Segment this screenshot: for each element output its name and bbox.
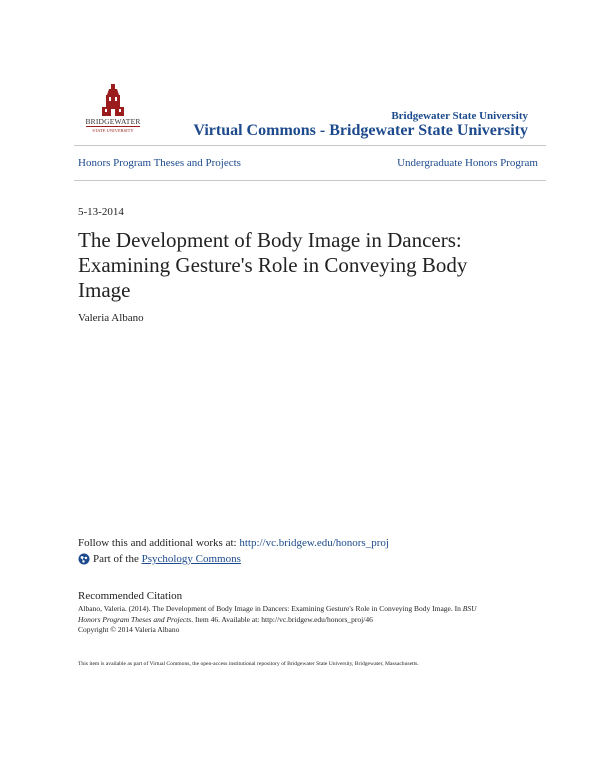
institution-name[interactable]: Bridgewater State University bbox=[391, 110, 528, 122]
follow-line bbox=[78, 537, 389, 549]
repository-title[interactable]: Virtual Commons - Bridgewater State University bbox=[193, 122, 528, 139]
citation-line-2: Honors Program Theses and Projects. Item 46. Available at: http://vc.bridgew.edu/honors_proj/46 bbox=[78, 614, 373, 624]
logo-wordmark: BRIDGEWATER bbox=[85, 117, 141, 126]
logo-subtitle: STATE UNIVERSITY bbox=[86, 126, 140, 133]
author-name: Valeria Albano bbox=[78, 312, 144, 324]
publication-date: 5-13-2014 bbox=[78, 206, 124, 218]
divider-top bbox=[74, 145, 546, 146]
part-of-label: Part of the bbox=[93, 553, 139, 565]
citation-block bbox=[78, 604, 528, 636]
psychology-commons-link[interactable]: Psychology Commons bbox=[141, 553, 241, 565]
citation-line-3: Copyright © 2014 Valeria Albano bbox=[78, 625, 180, 634]
divider-bottom bbox=[74, 180, 546, 181]
citation-line-1: Albano, Valeria. (2014). The Development of Body Image in Dancers: Examining Gesture's Role in Conveying Body Image. In BSU bbox=[78, 604, 477, 613]
follow-url-link[interactable]: http://vc.bridgew.edu/honors_proj bbox=[239, 537, 389, 549]
follow-label: Follow this and additional works at: bbox=[78, 537, 237, 549]
part-of-line bbox=[78, 553, 241, 565]
network-commons-icon bbox=[78, 553, 90, 565]
program-link[interactable]: Undergraduate Honors Program bbox=[397, 157, 538, 169]
bridgewater-logo[interactable] bbox=[78, 84, 148, 136]
repository-footer-note: This item is available as part of Virtual Commons, the open-access institutional repository of Bridgewater State University, Bridgewater, Massachusetts. bbox=[78, 661, 419, 667]
tower-logo-icon bbox=[100, 84, 126, 116]
collection-link[interactable]: Honors Program Theses and Projects bbox=[78, 157, 241, 169]
recommended-citation-heading: Recommended Citation bbox=[78, 590, 183, 602]
document-title: The Development of Body Image in Dancers: Examining Gesture's Role in Conveying Body Image bbox=[78, 228, 468, 302]
